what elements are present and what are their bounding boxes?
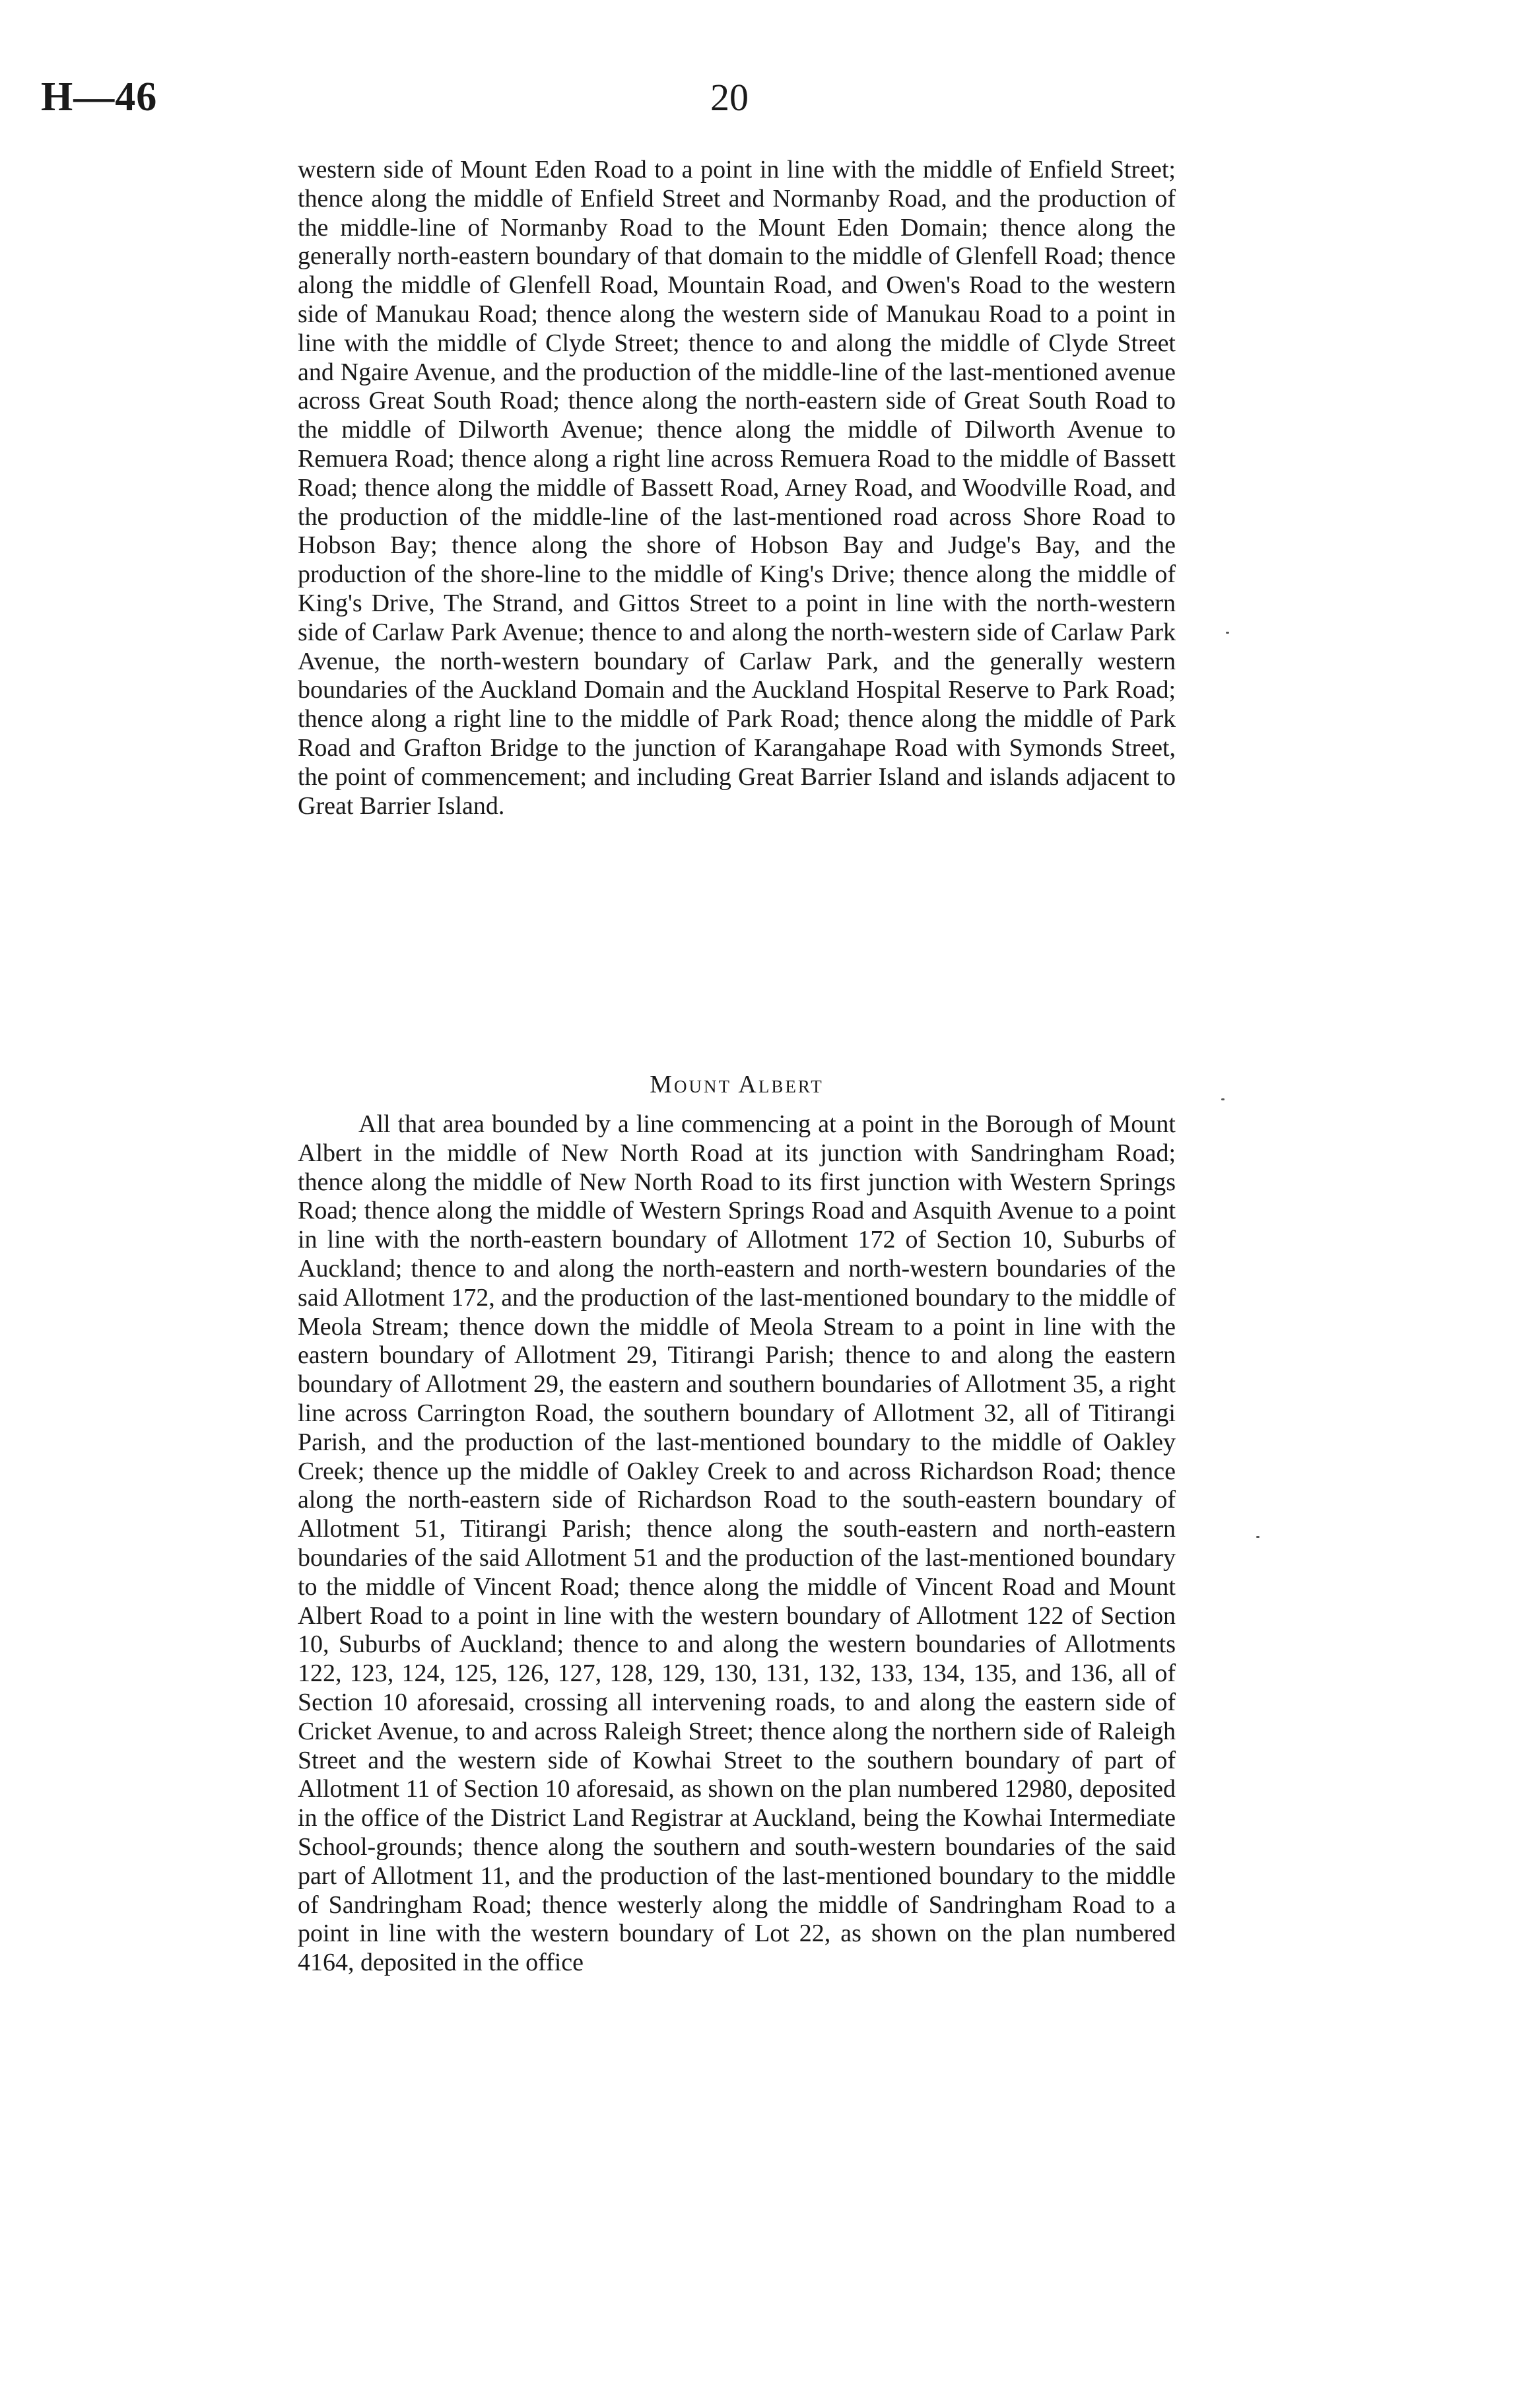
boundary-description-continued: [298, 156, 1176, 820]
boundary-description-mount-albert: [298, 1110, 1176, 1978]
paragraph-mount-albert: All that area bounded by a line commencing at a point in the Borough of Mount Albert in the middle of New North Road at its junction with Sandringham Road; thence along the middle of New North Road to its first junction with Western Springs Road; thence along the middle of Western Springs Road and Asquith Avenue to a point in line with the north-eastern boundary of Allotment 172 of Section 10, Suburbs of Auckland; thence to and along the north-eastern and north-western boundaries of the said Allotment 172, and the production of the last-mentioned boundary to the middle of Meola Stream; thence down the middle of Meola Stream to a point in line with the eastern boundary of Allotment 29, Titirangi Parish; thence to and along the eastern boundary of Allotment 29, the eastern and southern boundaries of Allotment 35, a right line across Carrington Road, the southern boundary of Allotment 32, all of Titirangi Parish, and the production of the last-mentioned boundary to the middle of Oakley Creek; thence up the middle of Oakley Creek to and across Richardson Road; thence along the north-eastern side of Richardson Road to the south-eastern boundary of Allotment 51, Titirangi Parish; thence along the south-eastern and north-eastern boundaries of the said Allotment 51 and the production of the last-mentioned boundary to the middle of Vincent Road; thence along the middle of Vincent Road and Mount Albert Road to a point in line with the western boundary of Allotment 122 of Section 10, Suburbs of Auckland; thence to and along the western boundaries of Allotments 122, 123, 124, 125, 126, 127, 128, 129, 130, 131, 132, 133, 134, 135, and 136, all of Section 10 aforesaid, crossing all intervening roads, to and along the eastern side of Cricket Avenue, to and across Raleigh Street; thence along the northern side of Raleigh Street and the western side of Kowhai Street to the southern boundary of part of Allotment 11 of Section 10 aforesaid, as shown on the plan numbered 12980, deposited in the office of the District Land Registrar at Auckland, being the Kowhai Intermediate School-grounds; thence along the southern and south-western boundaries of the said part of Allotment 11, and the production of the last-mentioned boundary to the middle of Sandringham Road; thence westerly along the middle of Sandringham Road to a point in line with the western boundary of Lot 22, as shown on the plan numbered 4164, deposited in the office: [298, 1110, 1176, 1977]
scan-speck: [1226, 632, 1229, 634]
page-number: 20: [710, 76, 749, 119]
scan-speck: [1221, 1098, 1225, 1100]
paragraph-continued: western side of Mount Eden Road to a point in line with the middle of Enfield Street; thence along the middle of Enfield Street and Normanby Road, and the production of the middle-line of Normanby Road to the Mount Eden Domain; thence along the generally north-eastern boundary of that domain to the middle of Glenfell Road; thence along the middle of Glenfell Road, Mountain Road, and Owen's Road to the western side of Manukau Road; thence along the western side of Manukau Road to a point in line with the middle of Clyde Street; thence to and along the middle of Clyde Street and Ngaire Avenue, and the production of the middle-line of the last-mentioned avenue across Great South Road; thence along the north-eastern side of Great South Road to the middle of Dilworth Avenue; thence along the middle of Dilworth Avenue to Remuera Road; thence along a right line across Remuera Road to the middle of Bassett Road; thence along the middle of Bassett Road, Arney Road, and Woodville Road, and the production of the middle-line of the last-mentioned road across Shore Road to Hobson Bay; thence along the shore of Hobson Bay and Judge's Bay, and the production of the shore-line to the middle of King's Drive; thence along the middle of King's Drive, The Strand, and Gittos Street to a point in line with the north-western side of Carlaw Park Avenue; thence to and along the north-western side of Carlaw Park Avenue, the north-western boundary of Carlaw Park, and the generally western boundaries of the Auckland Domain and the Auckland Hospital Reserve to Park Road; thence along a right line to the middle of Park Road; thence along the middle of Park Road and Grafton Bridge to the junction of Karangahape Road with Symonds Street, the point of commencement; and including Great Barrier Island and islands adjacent to Great Barrier Island.: [298, 156, 1176, 820]
document-reference: H—46: [41, 75, 158, 119]
scan-speck: [1256, 1536, 1260, 1538]
section-heading-mount-albert: Mount Albert: [650, 1071, 824, 1098]
